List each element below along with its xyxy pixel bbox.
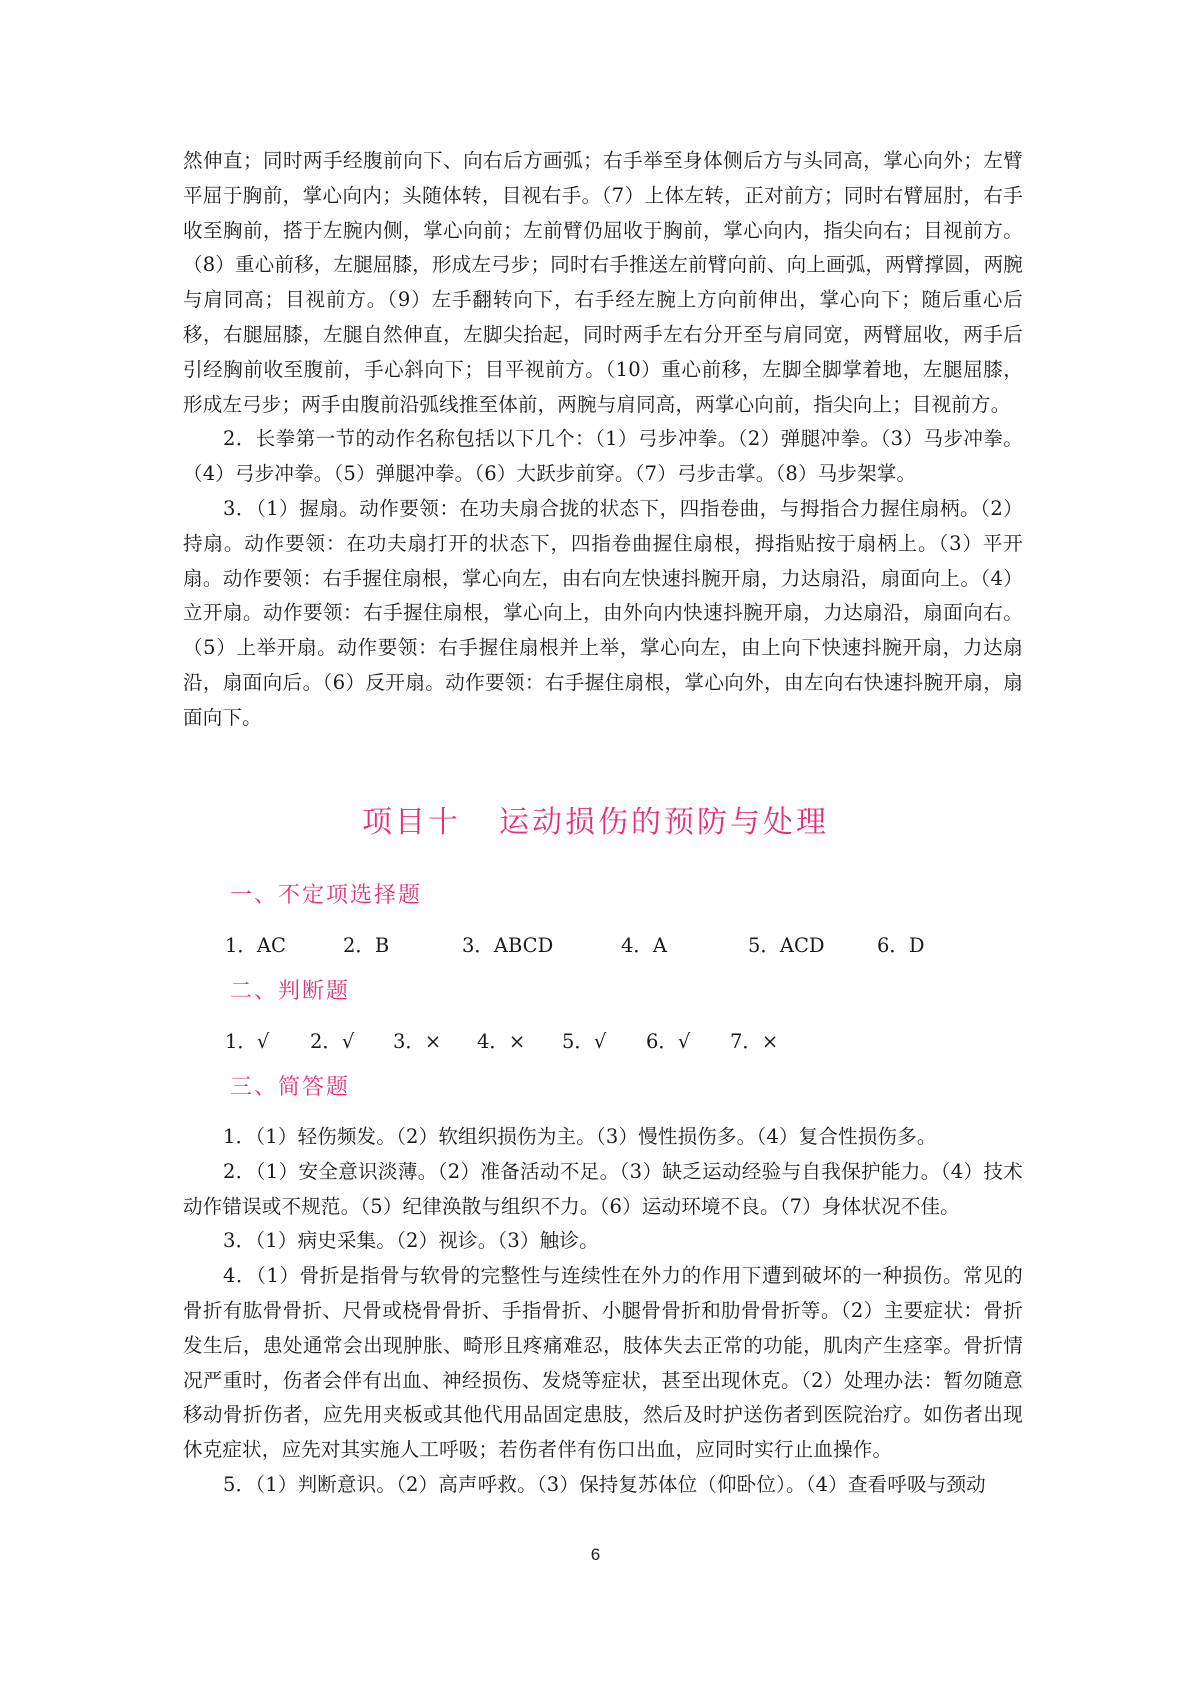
project-name: 运动损伤的预防与处理	[499, 805, 829, 840]
section-heading-short-answer: 三、简答题	[230, 1075, 351, 1100]
answer-item: 6．D	[877, 934, 925, 957]
answer-item: 5．ACD	[748, 934, 825, 957]
paragraph-changquan: 2．长拳第一节的动作名称包括以下几个：（1）弓步冲拳。（2）弹腿冲拳。（3）马步冲拳。（4）弓步冲拳。（5）弹腿冲拳。（6）大跃步前穿。（7）弓步击掌。（8）马步架掌。	[183, 427, 1023, 486]
answer-item: 2．B	[343, 934, 390, 957]
answer-item: 1．√	[225, 1030, 270, 1053]
answer-item: 4．A	[621, 934, 667, 957]
answer-paragraph: 3．（1）病史采集。（2）视诊。（3）触诊。	[223, 1229, 599, 1253]
section-heading-multiple-choice: 一、不定项选择题	[230, 883, 423, 908]
answer-item: 6．√	[646, 1030, 691, 1053]
answer-item: 5．√	[562, 1030, 607, 1053]
short-answer-text	[183, 1120, 1023, 1503]
answer-paragraph: 2．（1）安全意识淡薄。（2）准备活动不足。（3）缺乏运动经验与自我保护能力。（4）技术动作错误或不规范。（5）纪律涣散与组织不力。（6）运动环境不良。（7）身体状况不佳。	[183, 1159, 1023, 1218]
page-number: 6	[590, 1545, 601, 1564]
answer-item: 2．√	[310, 1030, 355, 1053]
answer-item: 3．ABCD	[462, 934, 554, 957]
answer-item: 3．×	[393, 1030, 442, 1053]
answer-paragraph: 4．（1）骨折是指骨与软骨的完整性与连续性在外力的作用下遭到破坏的一种损伤。常见的骨折有肱骨骨折、尺骨或桡骨骨折、手指骨折、小腿骨骨折和肋骨骨折等。（2）主要症状：骨折发生后，患处通常会出现肿胀、畸形且疼痛难忍，肢体失去正常的功能，肌肉产生痉挛。骨折情况严重时，伤者会伴有出血、神经损伤、发烧等症状，甚至出现休克。（2）处理办法：暂勿随意移动骨折伤者，应先用夹板或其他代用品固定患肢，然后及时护送伤者到医院治疗。如伤者出现休克症状，应先对其实施人工呼吸；若伤者伴有伤口出血，应同时实行止血操作。	[183, 1264, 1023, 1462]
paragraph-taiji-steps: 然伸直；同时两手经腹前向下、向右后方画弧；右手举至身体侧后方与头同高，掌心向外；左臂平屈于胸前，掌心向内；头随体转，目视右手。（7）上体左转，正对前方；同时右臂屈肘，右手收至胸前，搭于左腕内侧，掌心向前；左前臂仍屈收于胸前，掌心向内，指尖向右；目视前方。（8）重心前移，左腿屈膝，形成左弓步；同时右手推送左前臂向前、向上画弧，两臂撑圆，两腕与肩同高；目视前方。（9）左手翻转向下，右手经左腕上方向前伸出，掌心向下；随后重心后移，右腿屈膝，左腿自然伸直，左脚尖抬起，同时两手左右分开至与肩同宽，两臂屈收，两手后引经胸前收至腹前，手心斜向下；目平视前方。（10）重心前移，左脚全脚掌着地，左腿屈膝，形成左弓步；两手由腹前沿弧线推至体前，两腕与肩同高，两掌心向前，指尖向上；目视前方。	[183, 149, 1024, 416]
continuation-text	[183, 144, 1023, 736]
answer-paragraph: 1．（1）轻伤频发。（2）软组织损伤为主。（3）慢性损伤多。（4）复合性损伤多。	[223, 1125, 937, 1148]
section-heading-true-false: 二、判断题	[230, 979, 351, 1004]
project-title	[0, 797, 1191, 841]
answer-item: 1．AC	[225, 934, 286, 957]
answer-paragraph: 5．（1）判断意识。（2）高声呼救。（3）保持复苏体位（仰卧位）。（4）查看呼吸与颈动	[223, 1472, 986, 1496]
answer-item: 7．×	[730, 1030, 779, 1053]
project-number: 项目十	[362, 805, 461, 840]
answer-item: 4．×	[477, 1030, 526, 1053]
paragraph-fan-actions: 3．（1）握扇。动作要领：在功夫扇合拢的状态下，四指卷曲，与拇指合力握住扇柄。（2）持扇。动作要领：在功夫扇打开的状态下，四指卷曲握住扇根，拇指贴按于扇柄上。（3）平开扇。动作要领：右手握住扇根，掌心向左，由右向左快速抖腕开扇，力达扇沿，扇面向上。（4）立开扇。动作要领：右手握住扇根，掌心向上，由外向内快速抖腕开扇，力达扇沿，扇面向右。（5）上举开扇。动作要领：右手握住扇根并上举，掌心向左，由上向下快速抖腕开扇，力达扇沿，扇面向后。（6）反开扇。动作要领：右手握住扇根，掌心向外，由左向右快速抖腕开扇，扇面向下。	[183, 496, 1023, 729]
